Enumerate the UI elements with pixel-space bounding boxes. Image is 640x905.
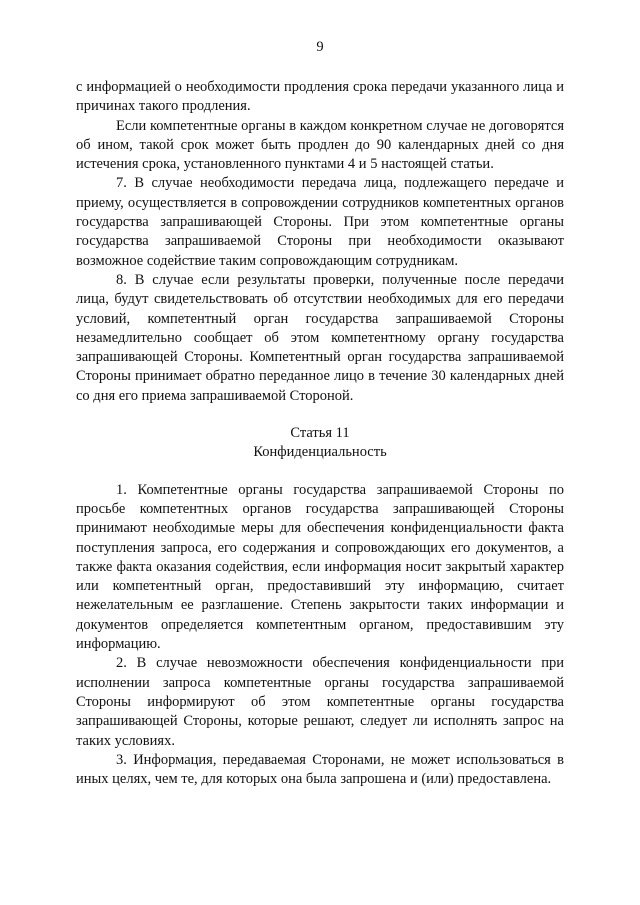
paragraph-extension-term: Если компетентные органы в каждом конкретном случае не договорятся об ином, такой срок может быть продлен до 90 календарных дней со дня истечения срока, установленного пунктами 4 и 5 настоящей статьи.	[76, 117, 564, 173]
article-title: Конфиденциальность	[253, 444, 387, 461]
article-heading	[76, 424, 564, 463]
paragraph-continuation: с информацией о необходимости продления срока передачи указанного лица и причинах такого продления.	[76, 79, 564, 115]
paragraph-confidentiality-2: 2. В случае невозможности обеспечения конфиденциальности при исполнении запроса компетентные органы государства запрашиваемой Стороны информируют об этом компетентные органы государства запрашивающей Стороны, которые решают, следует ли исполнять запрос на таких условиях.	[76, 655, 564, 749]
paragraph-item-8: 8. В случае если результаты проверки, полученные после передачи лица, будут свидетельствовать об отсутствии необходимых для его передачи условий, компетентный орган государства запрашиваемой Стороны незамедлительно сообщает об этом компетентному органу государства запрашивающей Стороны. Компетентный орган государства запрашиваемой Стороны принимает обратно переданное лицо в течение 30 календарных дней со дня его приема запрашиваемой Стороной.	[76, 271, 564, 404]
paragraph-confidentiality-1: 1. Компетентные органы государства запрашиваемой Стороны по просьбе компетентных органов государства запрашивающей Стороны принимают необходимые меры для обеспечения конфиденциальности факта поступления запроса, его содержания и сопровождающих его документов, а также факта оказания содействия, если информация носит закрытый характер или компетентный орган, предоставивший эту информацию, считает нежелательным ее разглашение. Степень закрытости таких информации и документов определяется компетентным органом, предоставившим эту информацию.	[76, 481, 564, 653]
article-number: Статья 11	[290, 425, 350, 442]
page-number: 9	[316, 39, 324, 55]
paragraph-item-7: 7. В случае необходимости передача лица, подлежащего передаче и приему, осуществляется в сопровождении сотрудников компетентных органов государства запрашивающей Стороны. При этом компетентные органы государства запрашиваемой Стороны при необходимости оказывают возможное содействие таким сопровождающим сотрудникам.	[76, 175, 564, 269]
document-body	[76, 78, 564, 789]
paragraph-confidentiality-3: 3. Информация, передаваемая Сторонами, не может использоваться в иных целях, чем те, для которых она была запрошена и (или) предоставлена.	[76, 751, 564, 788]
